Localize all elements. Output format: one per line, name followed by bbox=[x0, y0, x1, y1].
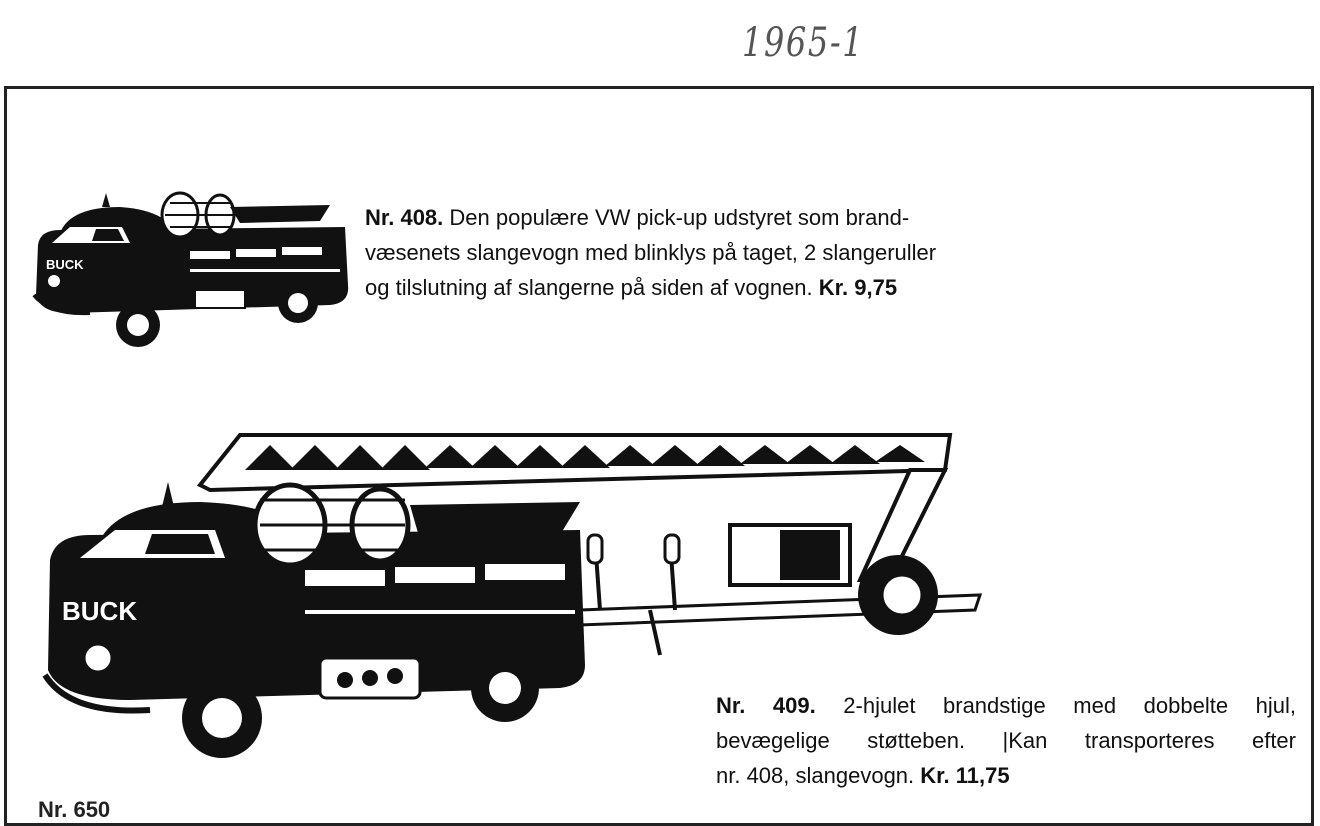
product-price: Kr. 11,75 bbox=[920, 763, 1010, 788]
product-408-description: Nr. 408. Den populære VW pick-up udstyret som brand- væsenets slangevogn med blinklys på taget, 2 slangeruller og tilslutning af slangerne på siden af vognen. Kr. 9,75 bbox=[365, 205, 937, 300]
product-number: Nr. 409. bbox=[716, 693, 816, 718]
product-number: Nr. 408. bbox=[365, 205, 444, 230]
product-price: Kr. 9,75 bbox=[818, 275, 898, 300]
truck-lettering: BUCK bbox=[46, 257, 84, 272]
truck-408-illustration bbox=[30, 185, 355, 355]
product-409-description: Nr. 409. 2-hjulet brandstige med dobbelte hjul, bevægelige støtteben. |Kan transporteres efter nr. 408, slangevogn. Kr. 11,75 bbox=[716, 693, 1296, 788]
truck-lettering: BUCK bbox=[62, 596, 138, 626]
cutoff-next-item: Nr. 650 bbox=[38, 797, 111, 822]
handwritten-page-number: 1965-1 bbox=[742, 20, 865, 66]
